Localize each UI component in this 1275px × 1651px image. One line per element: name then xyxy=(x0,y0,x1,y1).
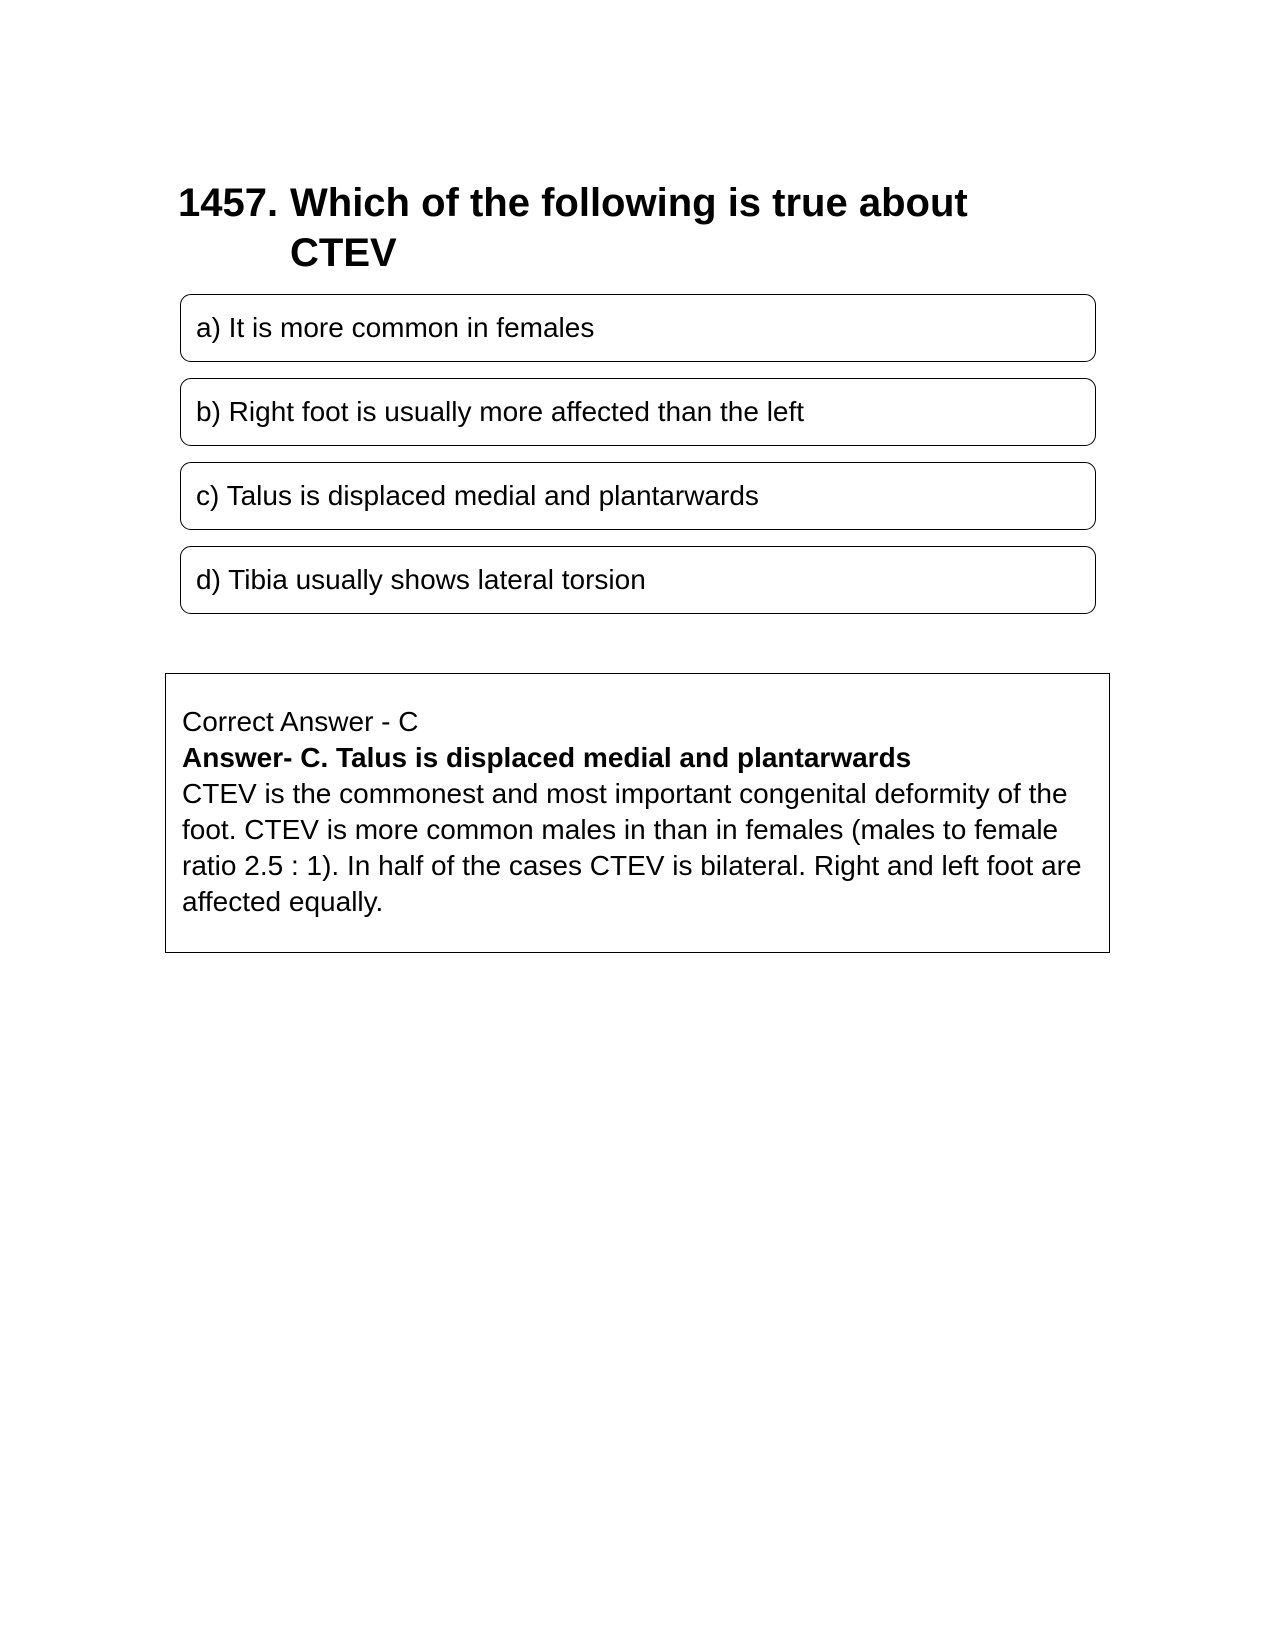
answer-explanation: CTEV is the commonest and most important congenital deformity of the foot. CTEV is more common males in than in females (males to female ratio 2.5 : 1). In half of the cases CTEV is bilateral. Right and left foot are affected equally. xyxy=(182,778,1082,917)
option-a[interactable]: a) It is more common in females xyxy=(180,294,1096,362)
option-d[interactable]: d) Tibia usually shows lateral torsion xyxy=(180,546,1096,614)
question-text: Which of the following is true about CTEV xyxy=(290,181,968,275)
option-c[interactable]: c) Talus is displaced medial and plantarwards xyxy=(180,462,1096,530)
question-heading xyxy=(178,178,1058,278)
options-list xyxy=(180,294,1096,630)
option-b[interactable]: b) Right foot is usually more affected than the left xyxy=(180,378,1096,446)
answer-heading: Answer- C. Talus is displaced medial and plantarwards xyxy=(182,742,912,773)
question-number: 1457. xyxy=(178,181,279,225)
answer-box xyxy=(165,673,1110,953)
correct-answer: Correct Answer - C xyxy=(182,706,419,737)
